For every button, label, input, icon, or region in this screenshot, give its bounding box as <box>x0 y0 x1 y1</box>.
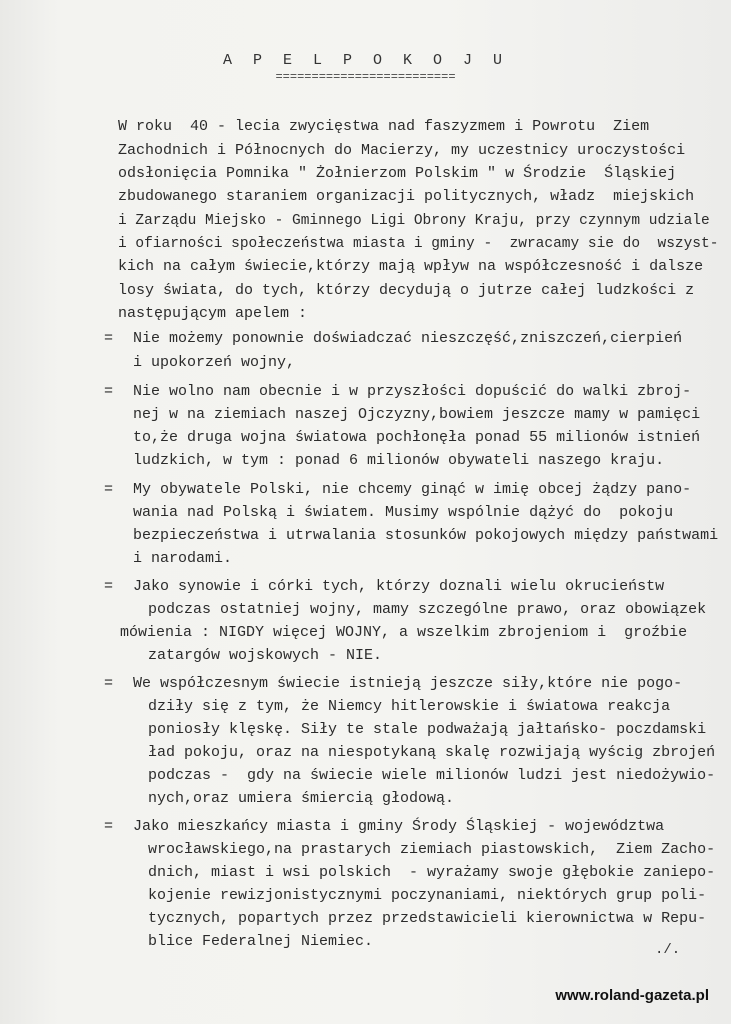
bullet-mark: = <box>104 578 114 595</box>
watermark: www.roland-gazeta.pl <box>555 987 709 1004</box>
text-line: to,że druga wojna światowa pochłonęła ponad 55 milionów istnień <box>133 429 701 446</box>
text-line: i upokorzeń wojny, <box>133 354 296 371</box>
text-line: nej w na ziemiach naszej Ojczyzny,bowiem jeszcze mamy w pamięci <box>133 406 701 423</box>
text-line: losy świata, do tych, którzy decydują o jutrze całej ludzkości z <box>118 282 695 299</box>
bullet-mark: = <box>104 818 114 835</box>
bullet-mark: = <box>104 675 114 692</box>
text-line: dziły się z tym, że Niemcy hitlerowskie i światowa reakcja <box>148 698 671 715</box>
text-line: wrocławskiego,na prastarych ziemiach piastowskich, Ziem Zacho- <box>148 841 716 858</box>
text-line: i Zarządu Miejsko - Gminnego Ligi Obrony Kraju, przy czynnym udziale <box>118 213 710 229</box>
text-line: Nie wolno nam obecnie i w przyszłości dopuścić do walki zbroj- <box>133 383 692 400</box>
text-line: następującym apelem : <box>118 305 308 322</box>
text-line: podczas ostatniej wojny, mamy szczególne prawo, oraz obowiązek <box>148 601 707 618</box>
text-line: odsłonięcia Pomnika " Żołnierzom Polskim " w Środzie Śląskiej <box>118 165 677 182</box>
text-line: bezpieczeństwa i utrwalania stosunków pokojowych między państwami <box>133 527 719 544</box>
text-line: kojenie rewizjonistycznymi poczynaniami, niektórych grup poli- <box>148 887 707 904</box>
text-line: Nie możemy ponownie doświadczać nieszczęść,zniszczeń,cierpień <box>133 330 683 347</box>
text-line: poniosły klęskę. Siły te stale podważają jałtańsko- poczdamski <box>148 721 707 738</box>
text-line: nych,oraz umiera śmiercią głodową. <box>148 790 455 807</box>
page-continuation-mark: ./. <box>655 942 681 958</box>
text-line: My obywatele Polski, nie chcemy ginąć w imię obcej żądzy pano- <box>133 481 692 498</box>
text-line: podczas - gdy na świecie wiele milionów ludzi jest niedożywio- <box>148 767 716 784</box>
text-line: tycznych, popartych przez przedstawicieli kierownictwa w Repu- <box>148 910 707 927</box>
text-line: We współczesnym świecie istnieją jeszcze siły,które nie pogo- <box>133 675 683 692</box>
text-line: W roku 40 - lecia zwycięstwa nad faszyzmem i Powrotu Ziem <box>118 118 650 135</box>
document-title: A P E L P O K O J U <box>222 52 509 69</box>
text-line: dnich, miast i wsi polskich - wyrażamy swoje głębokie zaniepo- <box>148 864 716 881</box>
text-line: wania nad Polską i światem. Musimy wspólnie dążyć do pokoju <box>133 504 674 521</box>
text-line: ludzkich, w tym : ponad 6 milionów obywateli naszego kraju. <box>133 452 665 469</box>
bullet-mark: = <box>104 383 114 400</box>
bullet-mark: = <box>104 481 114 498</box>
text-line: zbudowanego staraniem organizacji politycznych, władz miejskich <box>118 188 695 205</box>
text-line: zatargów wojskowych - NIE. <box>148 647 383 664</box>
text-line: mówienia : NIGDY więcej WOJNY, a wszelkim zbrojeniom i groźbie <box>120 624 688 641</box>
text-line: i narodami. <box>133 550 233 567</box>
text-line: i ofiarności społeczeństwa miasta i gminy - zwracamy sie do wszyst- <box>118 236 719 252</box>
text-line: blice Federalnej Niemiec. <box>148 933 374 950</box>
text-line: Jako mieszkańcy miasta i gminy Środy Śląskiej - województwa <box>133 818 665 835</box>
text-line: Zachodnich i Północnych do Macierzy, my uczestnicy uroczystości <box>118 142 686 159</box>
title-underline: ========================= <box>275 70 456 84</box>
text-line: kich na całym świecie,którzy mają wpływ na współczesność i dalsze <box>118 258 704 275</box>
bullet-mark: = <box>104 330 114 347</box>
text-line: ład pokoju, oraz na niespotykaną skalę rozwijają wyścig zbrojeń <box>148 744 716 761</box>
text-line: Jako synowie i córki tych, którzy doznali wielu okrucieństw <box>133 578 665 595</box>
